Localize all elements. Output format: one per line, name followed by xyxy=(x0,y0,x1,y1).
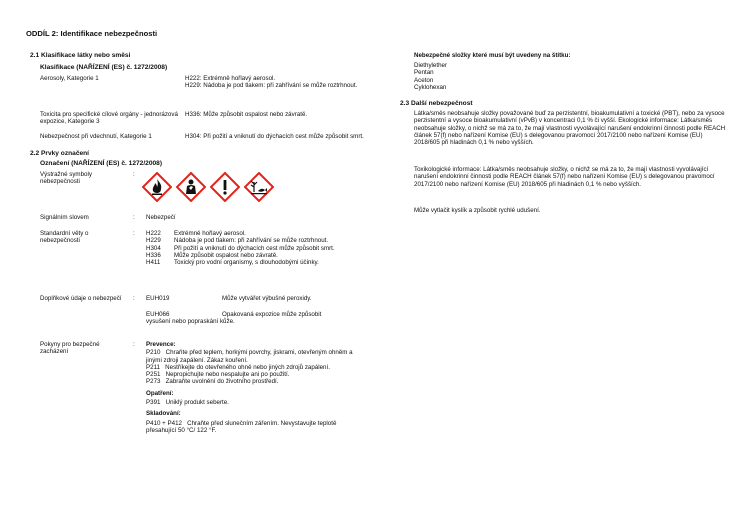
s23-heading: 2.3 Další nebezpečnost xyxy=(400,100,473,107)
section-title: ODDÍL 2: Identifikace nebezpečnosti xyxy=(26,29,158,38)
s23-p1: Látka/směs neobsahuje složky považované buď za perzistentní, bioakumulativní a toxické (PBT), nebo za vysoce perzistentní a vysoce bioakumulativní (vPvB) v koncentraci 0,1 % či vyšší. Ekologické informace: Látka/směs neobsahuje složky, o nichž se má za to, že mají vlastnosti vyvolávající narušení endokrinní činnosti podle REACH článek 57(f) nebo nařízení Komise (EU) s delegovanou pravomocí 2017/2100 nebo nařízení Komise (EU) 2018/605 při hladinách 0,1 % nebo vyšších. xyxy=(414,110,726,147)
s21-row-label: Aerosoly, Kategorie 1 xyxy=(40,75,99,82)
s21-row-hazards xyxy=(185,133,375,140)
hstatement: H222 Extrémně hořlavý aerosol. xyxy=(146,230,246,237)
symbols-label: Výstražné symboly nebezpečnosti xyxy=(40,171,92,186)
hstatements-label: Standardní věty o nebezpečnosti xyxy=(40,230,89,245)
supp-list xyxy=(146,295,336,326)
pstatement: P410 + P412 Chraňte před slunečním zářením. Nevystavujte teplotě přesahující 50 °C/ 122 °F. xyxy=(146,419,337,434)
health-hazard-icon xyxy=(176,172,206,202)
pstatement: P251 Nepropichujte nebo nespalujte ani po použití. xyxy=(146,371,290,379)
s23-p3: Může vytlačit kyslík a způsobit rychlé udušení. xyxy=(414,207,541,214)
colon: : xyxy=(133,214,135,221)
pstatements-block xyxy=(146,341,368,434)
s22-heading: 2.2 Prvky označení xyxy=(30,150,90,157)
storage-title: Skladování: xyxy=(146,410,181,418)
supp-label: Doplňkové údaje o nebezpečí xyxy=(40,295,122,302)
pictogram-row xyxy=(142,172,274,200)
label-components-list xyxy=(414,62,447,91)
colon: : xyxy=(133,341,135,348)
supp-item: EUH066 Opakovaná expozice může způsobit vysušení nebo popraskání kůže. xyxy=(146,311,322,326)
hazard-text: H222: Extrémně hořlavý aerosol. xyxy=(185,75,276,82)
environment-icon xyxy=(244,172,274,202)
s21-row-label: Nebezpečnost při vdechnutí, Kategorie 1 xyxy=(40,133,152,140)
hstatement: H304 Při požití a vniknutí do dýchacích cest může způsobit smrt. xyxy=(146,244,335,252)
s23-p2: Toxikologické informace: Látka/směs neobsahuje složky, o nichž se má za to, že mají vlastnosti vyvolávající narušení endokrinní činnosti podle REACH článek 57(f) nebo nařízení Komise (EU) s delegovanou pravomocí 2017/2100 nebo nařízení Komise (EU) 2018/605 při hladinách 0,1 % nebo vyšších. xyxy=(414,166,715,188)
exclamation-icon xyxy=(210,172,240,202)
s21-row-hazards xyxy=(185,75,375,90)
colon: : xyxy=(133,295,135,302)
prevention-list xyxy=(146,349,368,385)
colon: : xyxy=(133,230,135,237)
hazard-text: H304: Při požití a vniknutí do dýchacích cest může způsobit smrt. xyxy=(185,133,364,140)
response-title: Opatření: xyxy=(146,389,174,397)
list-item: Diethylether xyxy=(414,62,448,69)
signal-label: Signálním slovem xyxy=(40,214,89,221)
hstatement: H336 Může způsobit ospalost nebo závratě. xyxy=(146,251,278,259)
hazard-text: H229: Nádoba je pod tlakem: při zahřívání se může roztrhnout. xyxy=(185,82,358,90)
s21-row-label: Toxicita pro specifické cílové orgány - jednorázová expozice, Kategorie 3 xyxy=(40,111,178,126)
hazard-text: H336: Může způsobit ospalost nebo závratě. xyxy=(185,111,308,118)
pstatement: P391 Uniklý produkt seberte. xyxy=(146,399,229,407)
hstatement: H411 Toxický pro vodní organismy, s dlouhodobými účinky. xyxy=(146,259,319,267)
list-item: Cyklohexan xyxy=(414,83,447,91)
s22-subheading: Označení (NAŘÍZENÍ (ES) č. 1272/2008) xyxy=(40,160,163,167)
supp-item: EUH019 Může vytvářet výbušné peroxidy. xyxy=(146,295,312,302)
colon: : xyxy=(133,171,135,178)
pstatement: P210 Chraňte před teplem, horkými povrchy, jiskrami, otevřeným ohněm a jinými zdroji zapálení. Zákaz kouření. xyxy=(146,349,353,364)
s21-row-hazards xyxy=(185,111,375,118)
list-item: Pentan xyxy=(414,69,434,77)
flame-icon xyxy=(142,172,172,202)
pstatements-label: Pokyny pro bezpečné zacházení xyxy=(40,341,100,356)
hstatements-list xyxy=(146,230,376,266)
list-item: Aceton xyxy=(414,76,434,84)
prevention-title: Prevence: xyxy=(146,341,176,348)
s21-subheading: Klasifikace (NAŘÍZENÍ (ES) č. 1272/2008) xyxy=(40,64,168,71)
label-components-heading: Nebezpečné složky které musí být uvedeny na štítku: xyxy=(414,52,571,59)
pstatement: P211 Nestříkejte do otevřeného ohně nebo jiných zdrojů zapálení. xyxy=(146,363,330,371)
signal-word: Nebezpečí xyxy=(146,214,176,221)
pstatement: P273 Zabraňte uvolnění do životního prostředí. xyxy=(146,378,279,386)
hstatement: H229 Nádoba je pod tlakem: při zahřívání se může roztrhnout. xyxy=(146,237,329,245)
s21-heading: 2.1 Klasifikace látky nebo směsi xyxy=(30,52,131,59)
